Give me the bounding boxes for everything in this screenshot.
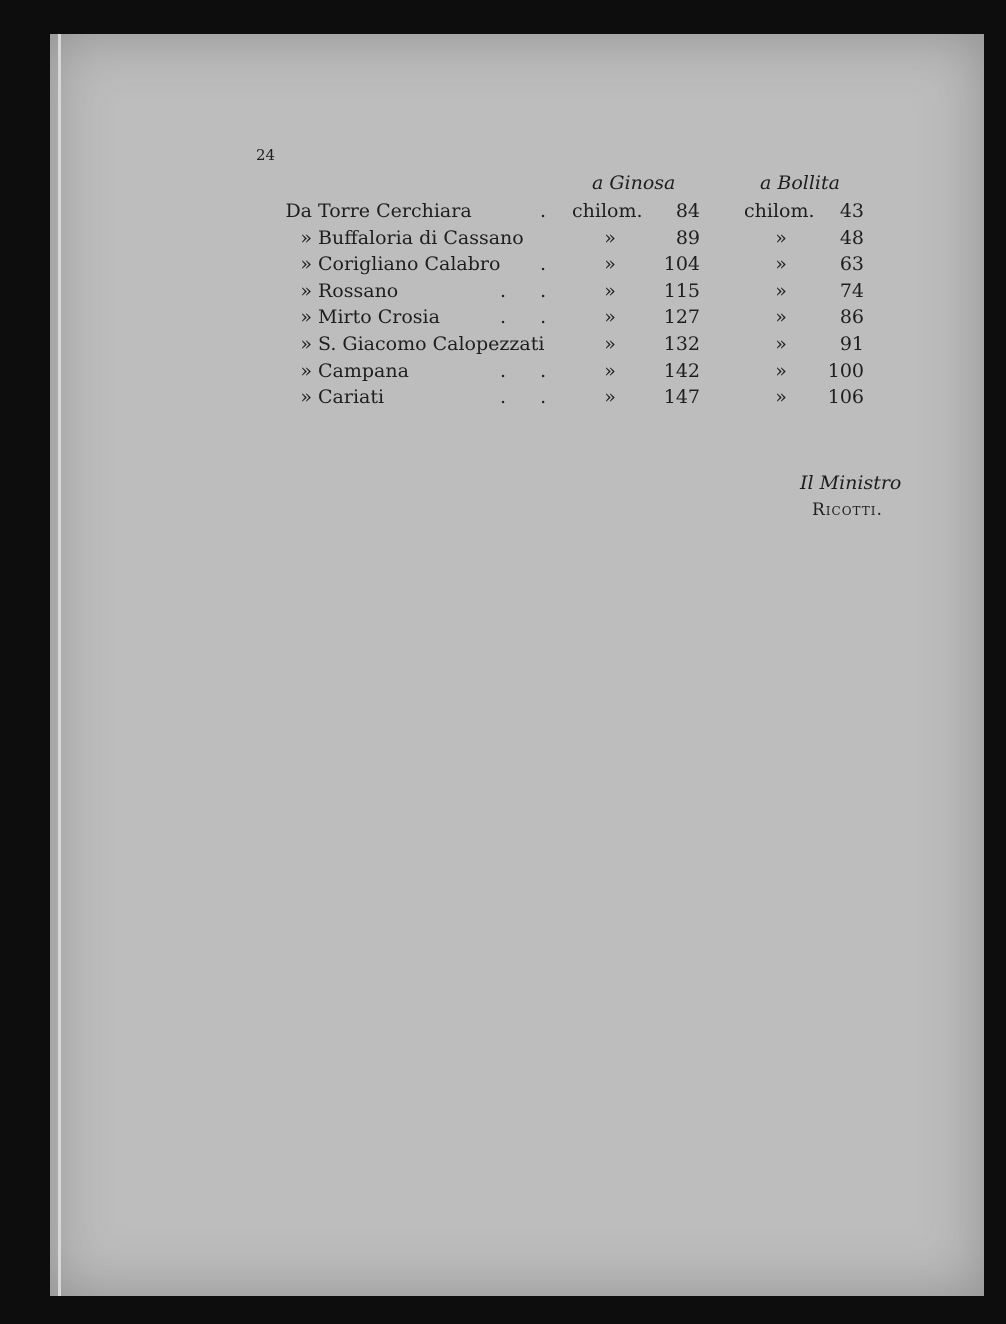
distance-ginosa: 115	[663, 279, 700, 302]
unit-bollita: »	[775, 359, 787, 382]
distance-bollita: 91	[839, 332, 864, 355]
column-header-ginosa: a Ginosa	[592, 172, 676, 194]
distance-bollita: 43	[839, 200, 864, 222]
table-row	[278, 384, 868, 411]
row-lead: »	[300, 386, 312, 409]
leader-dots: .	[539, 253, 560, 276]
row-lead: »	[300, 226, 312, 249]
leader-dots: . .	[500, 359, 561, 382]
table-row	[278, 198, 868, 225]
table-row	[278, 304, 868, 331]
unit-ginosa: »	[604, 359, 616, 382]
table-row	[278, 331, 868, 358]
unit-ginosa: »	[604, 306, 616, 329]
place-name: Corigliano Calabro	[318, 253, 501, 276]
unit-ginosa: chilom.	[572, 200, 643, 222]
unit-bollita: »	[775, 253, 787, 276]
distance-bollita: 100	[827, 359, 864, 382]
place-name: Campana	[318, 359, 409, 382]
row-lead: »	[300, 332, 312, 355]
leader-dots: .	[539, 200, 560, 222]
distance-ginosa: 142	[663, 359, 700, 382]
unit-ginosa: »	[604, 279, 616, 302]
unit-bollita: »	[775, 386, 787, 409]
column-header-bollita: a Bollita	[760, 172, 840, 194]
distance-bollita: 63	[839, 253, 864, 276]
unit-bollita: »	[775, 332, 787, 355]
distance-table	[278, 198, 868, 411]
place-name: Torre Cerchiara	[318, 200, 472, 222]
row-lead: »	[300, 359, 312, 382]
row-lead: »	[300, 306, 312, 329]
leader-dots: . .	[500, 306, 561, 329]
place-name: Rossano	[318, 279, 399, 302]
distance-ginosa: 132	[663, 332, 700, 355]
place-name: S. Giacomo Calopezzati	[318, 332, 545, 355]
distance-ginosa: 84	[675, 200, 700, 222]
unit-ginosa: »	[604, 226, 616, 249]
row-lead: Da	[285, 200, 312, 222]
distance-ginosa: 89	[675, 226, 700, 249]
signature-name: Ricotti.	[812, 500, 883, 520]
unit-bollita: »	[775, 226, 787, 249]
unit-ginosa: »	[604, 253, 616, 276]
distance-bollita: 48	[839, 226, 864, 249]
distance-ginosa: 104	[663, 253, 700, 276]
table-row	[278, 278, 868, 305]
unit-ginosa: »	[604, 332, 616, 355]
page-number: 24	[256, 146, 276, 164]
place-name: Cariati	[318, 386, 385, 409]
distance-ginosa: 147	[663, 386, 700, 409]
place-name: Mirto Crosia	[318, 306, 440, 329]
leader-dots: . .	[500, 279, 561, 302]
distance-bollita: 106	[827, 386, 864, 409]
place-name: Buffaloria di Cassano	[318, 226, 524, 249]
signature-title: Il Ministro	[800, 472, 902, 494]
unit-bollita: »	[775, 279, 787, 302]
table-row	[278, 251, 868, 278]
table-row	[278, 358, 868, 385]
distance-ginosa: 127	[663, 306, 700, 329]
unit-bollita: »	[775, 306, 787, 329]
document-page	[50, 34, 984, 1296]
table-row	[278, 225, 868, 252]
distance-bollita: 74	[839, 279, 864, 302]
unit-bollita: chilom.	[744, 200, 815, 222]
leader-dots: . .	[500, 386, 561, 409]
row-lead: »	[300, 279, 312, 302]
row-lead: »	[300, 253, 312, 276]
unit-ginosa: »	[604, 386, 616, 409]
distance-bollita: 86	[839, 306, 864, 329]
